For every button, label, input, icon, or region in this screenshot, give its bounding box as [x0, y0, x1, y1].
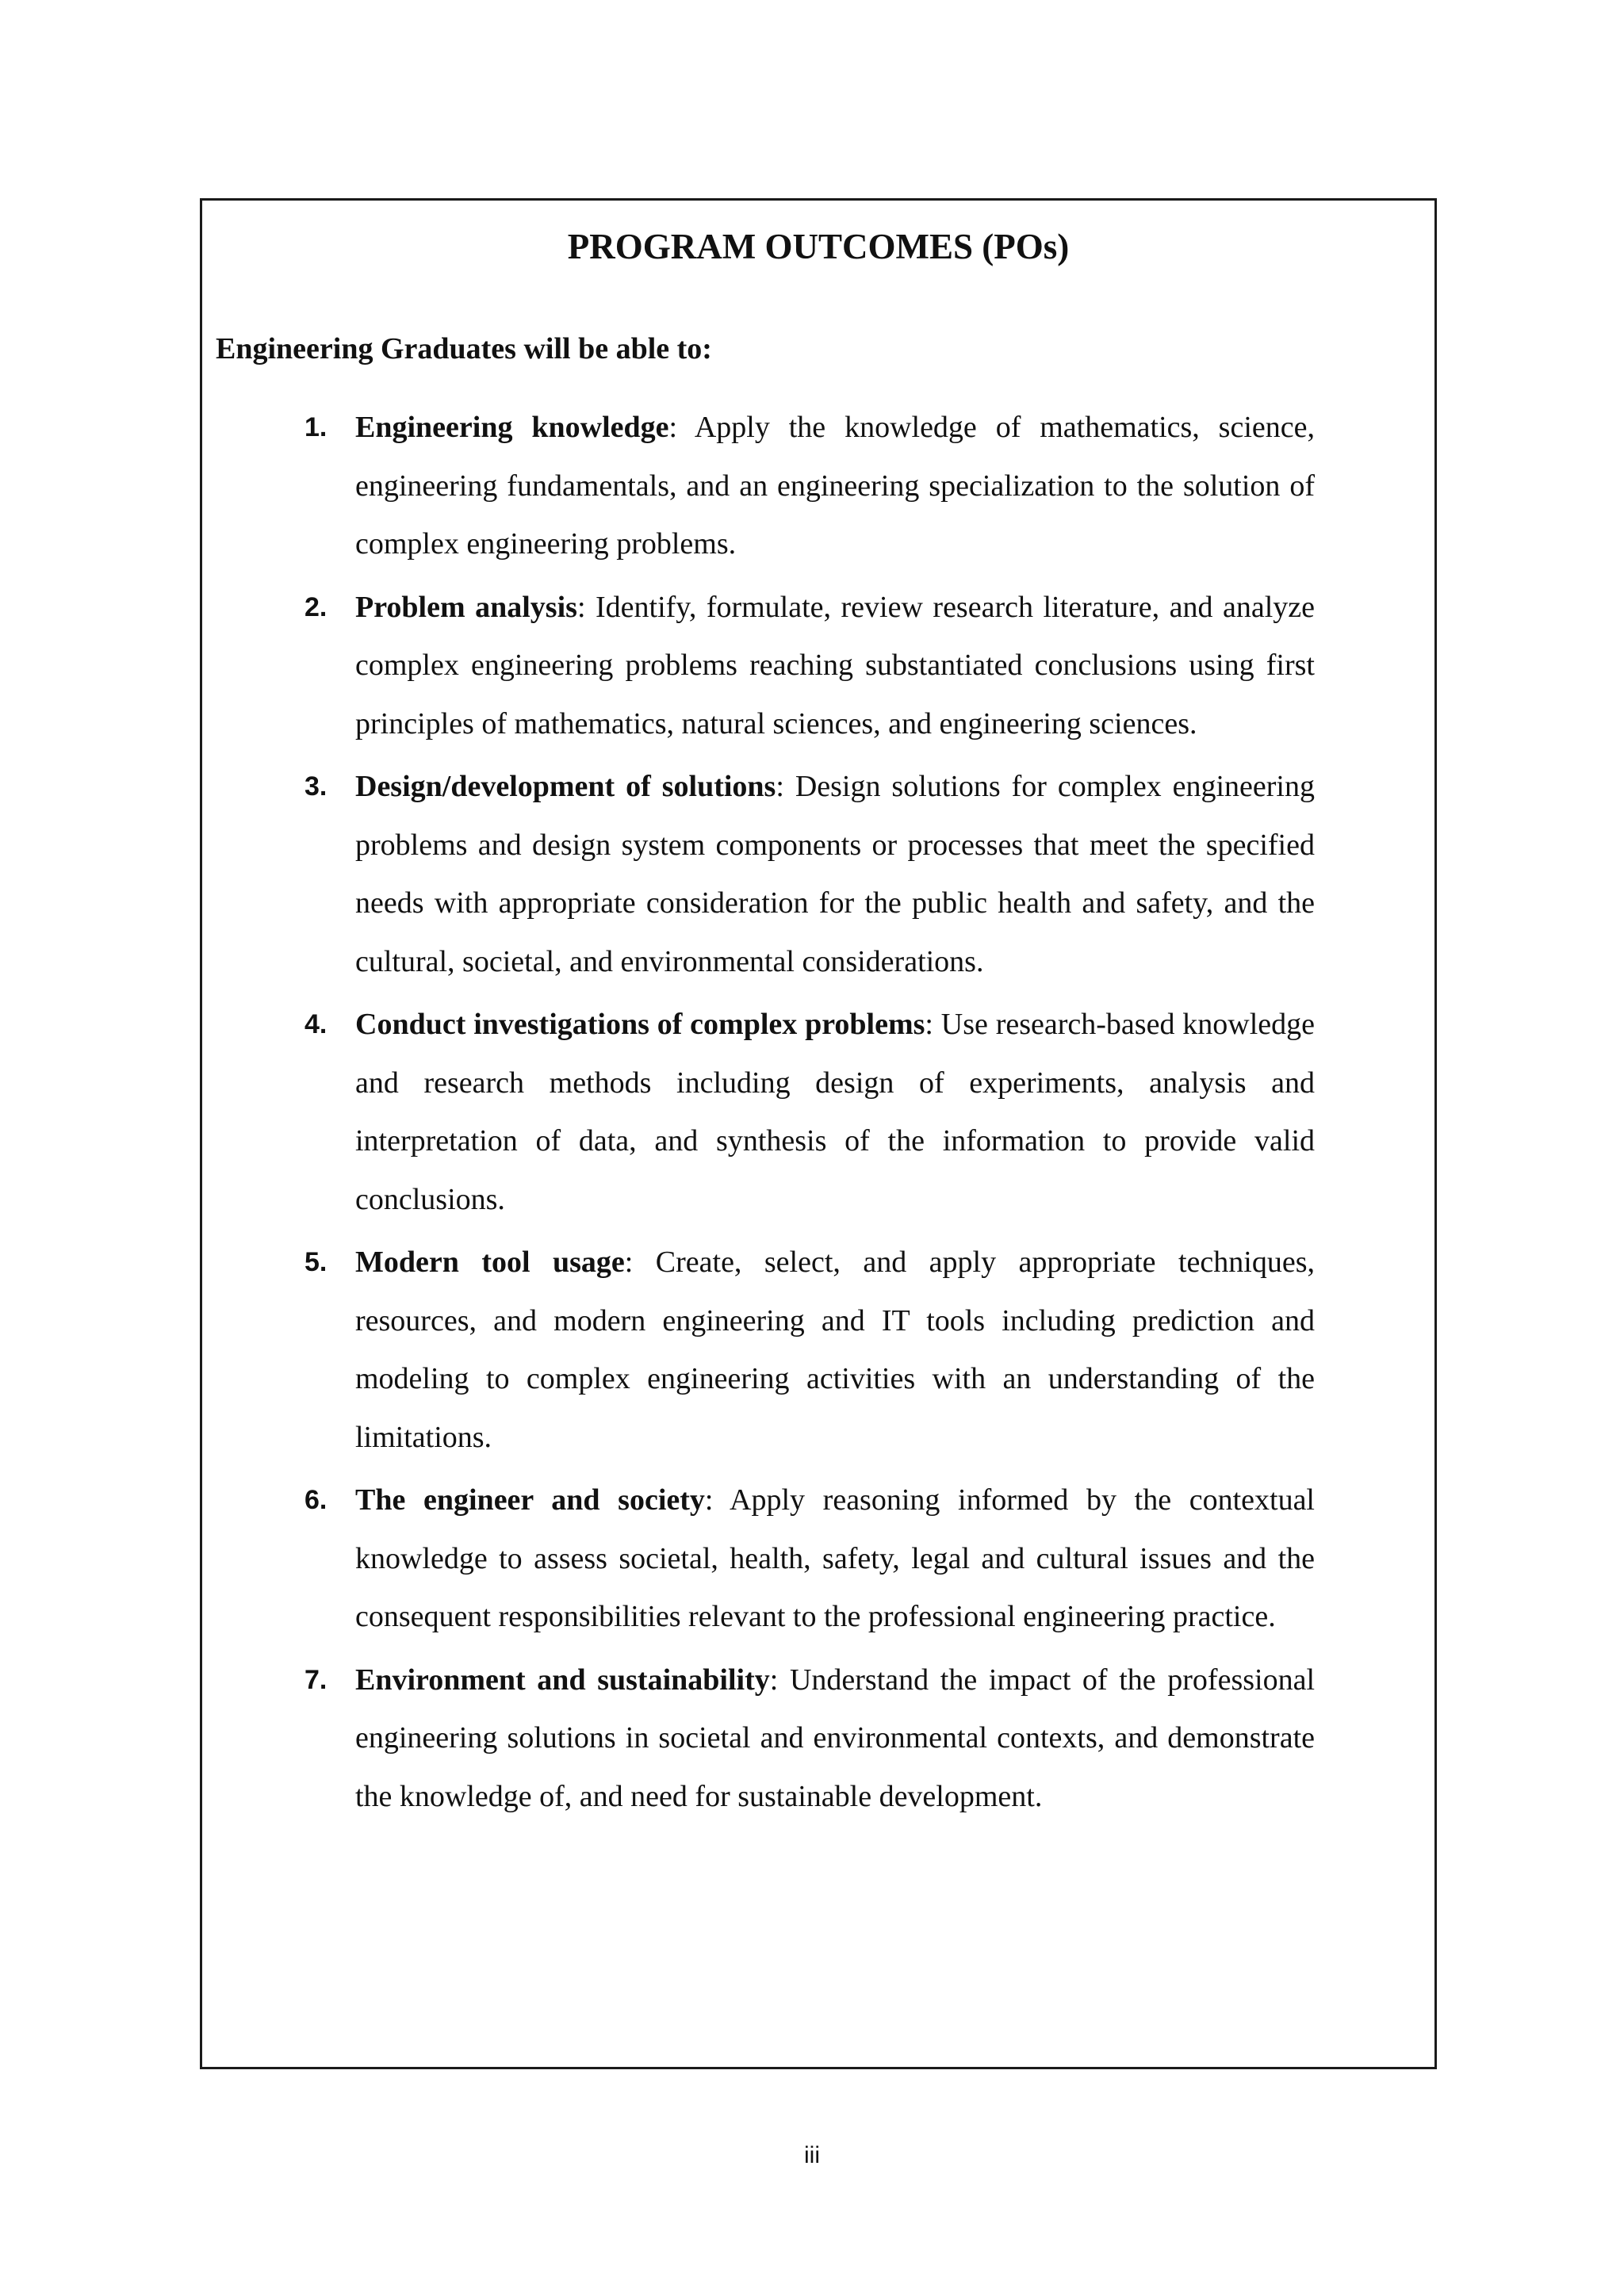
outcome-number: 6. — [304, 1485, 327, 1515]
outcome-body — [355, 579, 1315, 754]
outcome-number: 5. — [304, 1247, 327, 1277]
outcome-term: Environment and sustainability — [355, 1663, 770, 1697]
outcome-number: 3. — [304, 771, 327, 802]
outcome-number: 4. — [304, 1009, 327, 1039]
outcome-term: Conduct investigations of complex problems — [355, 1008, 925, 1041]
outcome-body — [355, 1651, 1315, 1827]
outcome-body — [355, 1234, 1315, 1467]
outcome-item-6 — [202, 1471, 1434, 1647]
outcome-item-2 — [202, 579, 1434, 754]
outcome-item-4 — [202, 996, 1434, 1229]
outcome-description: : Create, select, and apply appropriate techniques, resources, and modern engineering and IT tools including prediction and modeling to complex engineering activities with an understanding of the limitations. — [355, 1246, 1315, 1454]
outcome-description: : Understand the impact of the professional engineering solutions in societal and environmental contexts, and demonstrate the knowledge of, and need for sustainable development. — [355, 1663, 1316, 1813]
outcome-description: : Apply the knowledge of mathematics, science, engineering fundamentals, and an engineering specialization to the solution of complex engineering problems. — [355, 411, 1315, 561]
program-outcomes-box — [200, 198, 1437, 2069]
outcome-number: 1. — [304, 412, 327, 442]
outcome-item-1 — [202, 399, 1434, 574]
page-title: PROGRAM OUTCOMES (POs) — [567, 227, 1070, 266]
outcome-number: 7. — [304, 1664, 327, 1695]
outcomes-list — [202, 399, 1434, 1826]
outcome-description: : Use research-based knowledge and research methods including design of experiments, analysis and interpretation of data, and synthesis of the information to provide valid conclusions. — [355, 1008, 1316, 1216]
outcome-body — [355, 996, 1315, 1229]
outcome-description: : Apply reasoning informed by the contextual knowledge to assess societal, health, safety, legal and cultural issues and the consequent responsibilities relevant to the professional engineering practice. — [355, 1483, 1315, 1633]
outcome-description: : Identify, formulate, review research literature, and analyze complex engineering problems reaching substantiated conclusions using first principles of mathematics, natural sciences, and engineering sciences. — [355, 590, 1315, 740]
outcome-description: : Design solutions for complex engineering problems and design system components or processes that meet the specified needs with appropriate consideration for the public health and safety, and the cultural, societal, and environmental considerations. — [355, 770, 1315, 978]
outcome-body — [355, 758, 1315, 991]
outcome-body — [355, 1471, 1315, 1647]
outcome-term: Engineering knowledge — [355, 411, 669, 444]
outcome-term: Design/development of solutions — [355, 770, 776, 803]
outcome-body — [355, 399, 1315, 574]
outcome-number: 2. — [304, 591, 327, 622]
outcome-term: Problem analysis — [355, 590, 577, 624]
intro-line: Engineering Graduates will be able to: — [216, 332, 712, 365]
outcome-item-5 — [202, 1234, 1434, 1467]
outcome-term: Modern tool usage — [355, 1246, 625, 1279]
page-number: iii — [804, 2142, 820, 2168]
outcome-item-7 — [202, 1651, 1434, 1827]
outcome-term: The engineer and society — [355, 1483, 705, 1517]
outcome-item-3 — [202, 758, 1434, 991]
